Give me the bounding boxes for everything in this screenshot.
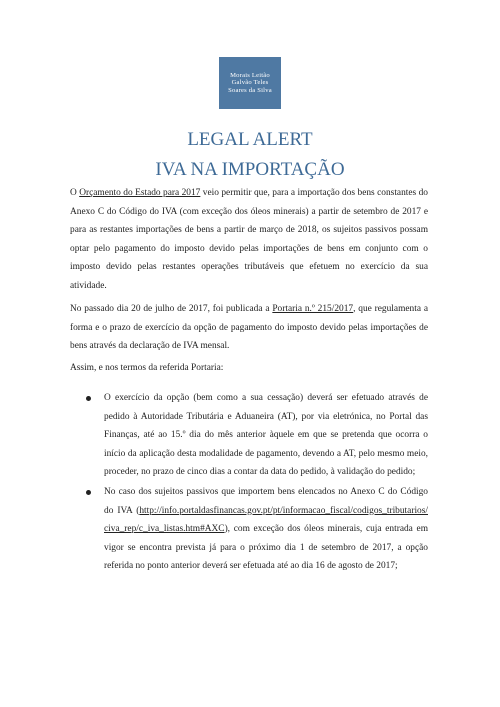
portaria-link[interactable]: Portaria n.º 215/2017 bbox=[272, 304, 354, 314]
logo-line-1: Morais Leitão bbox=[230, 71, 270, 79]
bullet-icon bbox=[86, 396, 91, 401]
list-item bbox=[70, 389, 428, 482]
page-subtitle: IVA NA IMPORTAÇÃO bbox=[155, 159, 345, 180]
firm-logo bbox=[219, 57, 281, 109]
paragraph-portaria bbox=[70, 300, 428, 356]
paragraph-text: , que regulamenta a forma e o prazo de exercício da opção de pagamento do imposto devido pelas importações de bens através da declaração de IVA mensal. bbox=[70, 304, 428, 352]
bullet-icon bbox=[86, 490, 91, 495]
paragraph-intro-list: Assim, e nos termos da referida Portaria: bbox=[70, 363, 224, 373]
list-item bbox=[70, 483, 428, 576]
logo-line-2: Galvão Teles bbox=[231, 79, 269, 87]
page-title: LEGAL ALERT bbox=[187, 129, 313, 150]
paragraph-text: veio permitir que, para a importação dos bens constantes do Anexo C do Código do IVA (com exceção dos óleos minerais) a partir de setembro de 2017 e para as restantes importações de bens a partir de março de 2018, os sujeitos passivos possam optar pelo pagamento do imposto devido pelas importações de bens em conjunto com o imposto devido pelas restantes operações tributáveis que efetuem no exercício da sua atividade. bbox=[70, 188, 428, 291]
bullet-list bbox=[70, 389, 428, 577]
paragraph-text: No passado dia 20 de julho de 2017, foi publicada a bbox=[70, 304, 273, 314]
paragraph-budget bbox=[70, 184, 428, 296]
logo-line-3: Soares da Silva bbox=[228, 86, 272, 94]
paragraph-text: O bbox=[70, 188, 80, 198]
list-item-text: O exercício da opção (bem como a sua cessação) deverá ser efetuado através de pedido à Autoridade Tributária e Aduaneira (AT), por via eletrónica, no Portal das Finanças, até ao 15.º dia do mês anterior àquele em que se pretenda que ocorra o início da aplicação desta modalidade de pagamento, devendo a AT, pelo mesmo meio, proceder, no prazo de cinco dias a contar da data do pedido, à validação do pedido; bbox=[104, 393, 428, 478]
annex-c-link[interactable]: http://info.portaldasfinancas.gov.pt/pt/informacao_fiscal/codigos_tributarios/civa_rep/c_iva_listas.htm#AXC bbox=[104, 505, 428, 535]
list-item-text: ), com exceção dos óleos minerais, cuja entrada em vigor se encontra prevista já para o próximo dia 1 de setembro de 2017, a opção referida no ponto anterior deverá ser efetuada até ao dia 16 de agosto de 2017; bbox=[104, 524, 428, 572]
budget-link[interactable]: Orçamento do Estado para 2017 bbox=[79, 188, 201, 198]
list-item-text: No caso dos sujeitos passivos que importem bens elencados no Anexo C do Código do IVA ( bbox=[104, 486, 428, 516]
